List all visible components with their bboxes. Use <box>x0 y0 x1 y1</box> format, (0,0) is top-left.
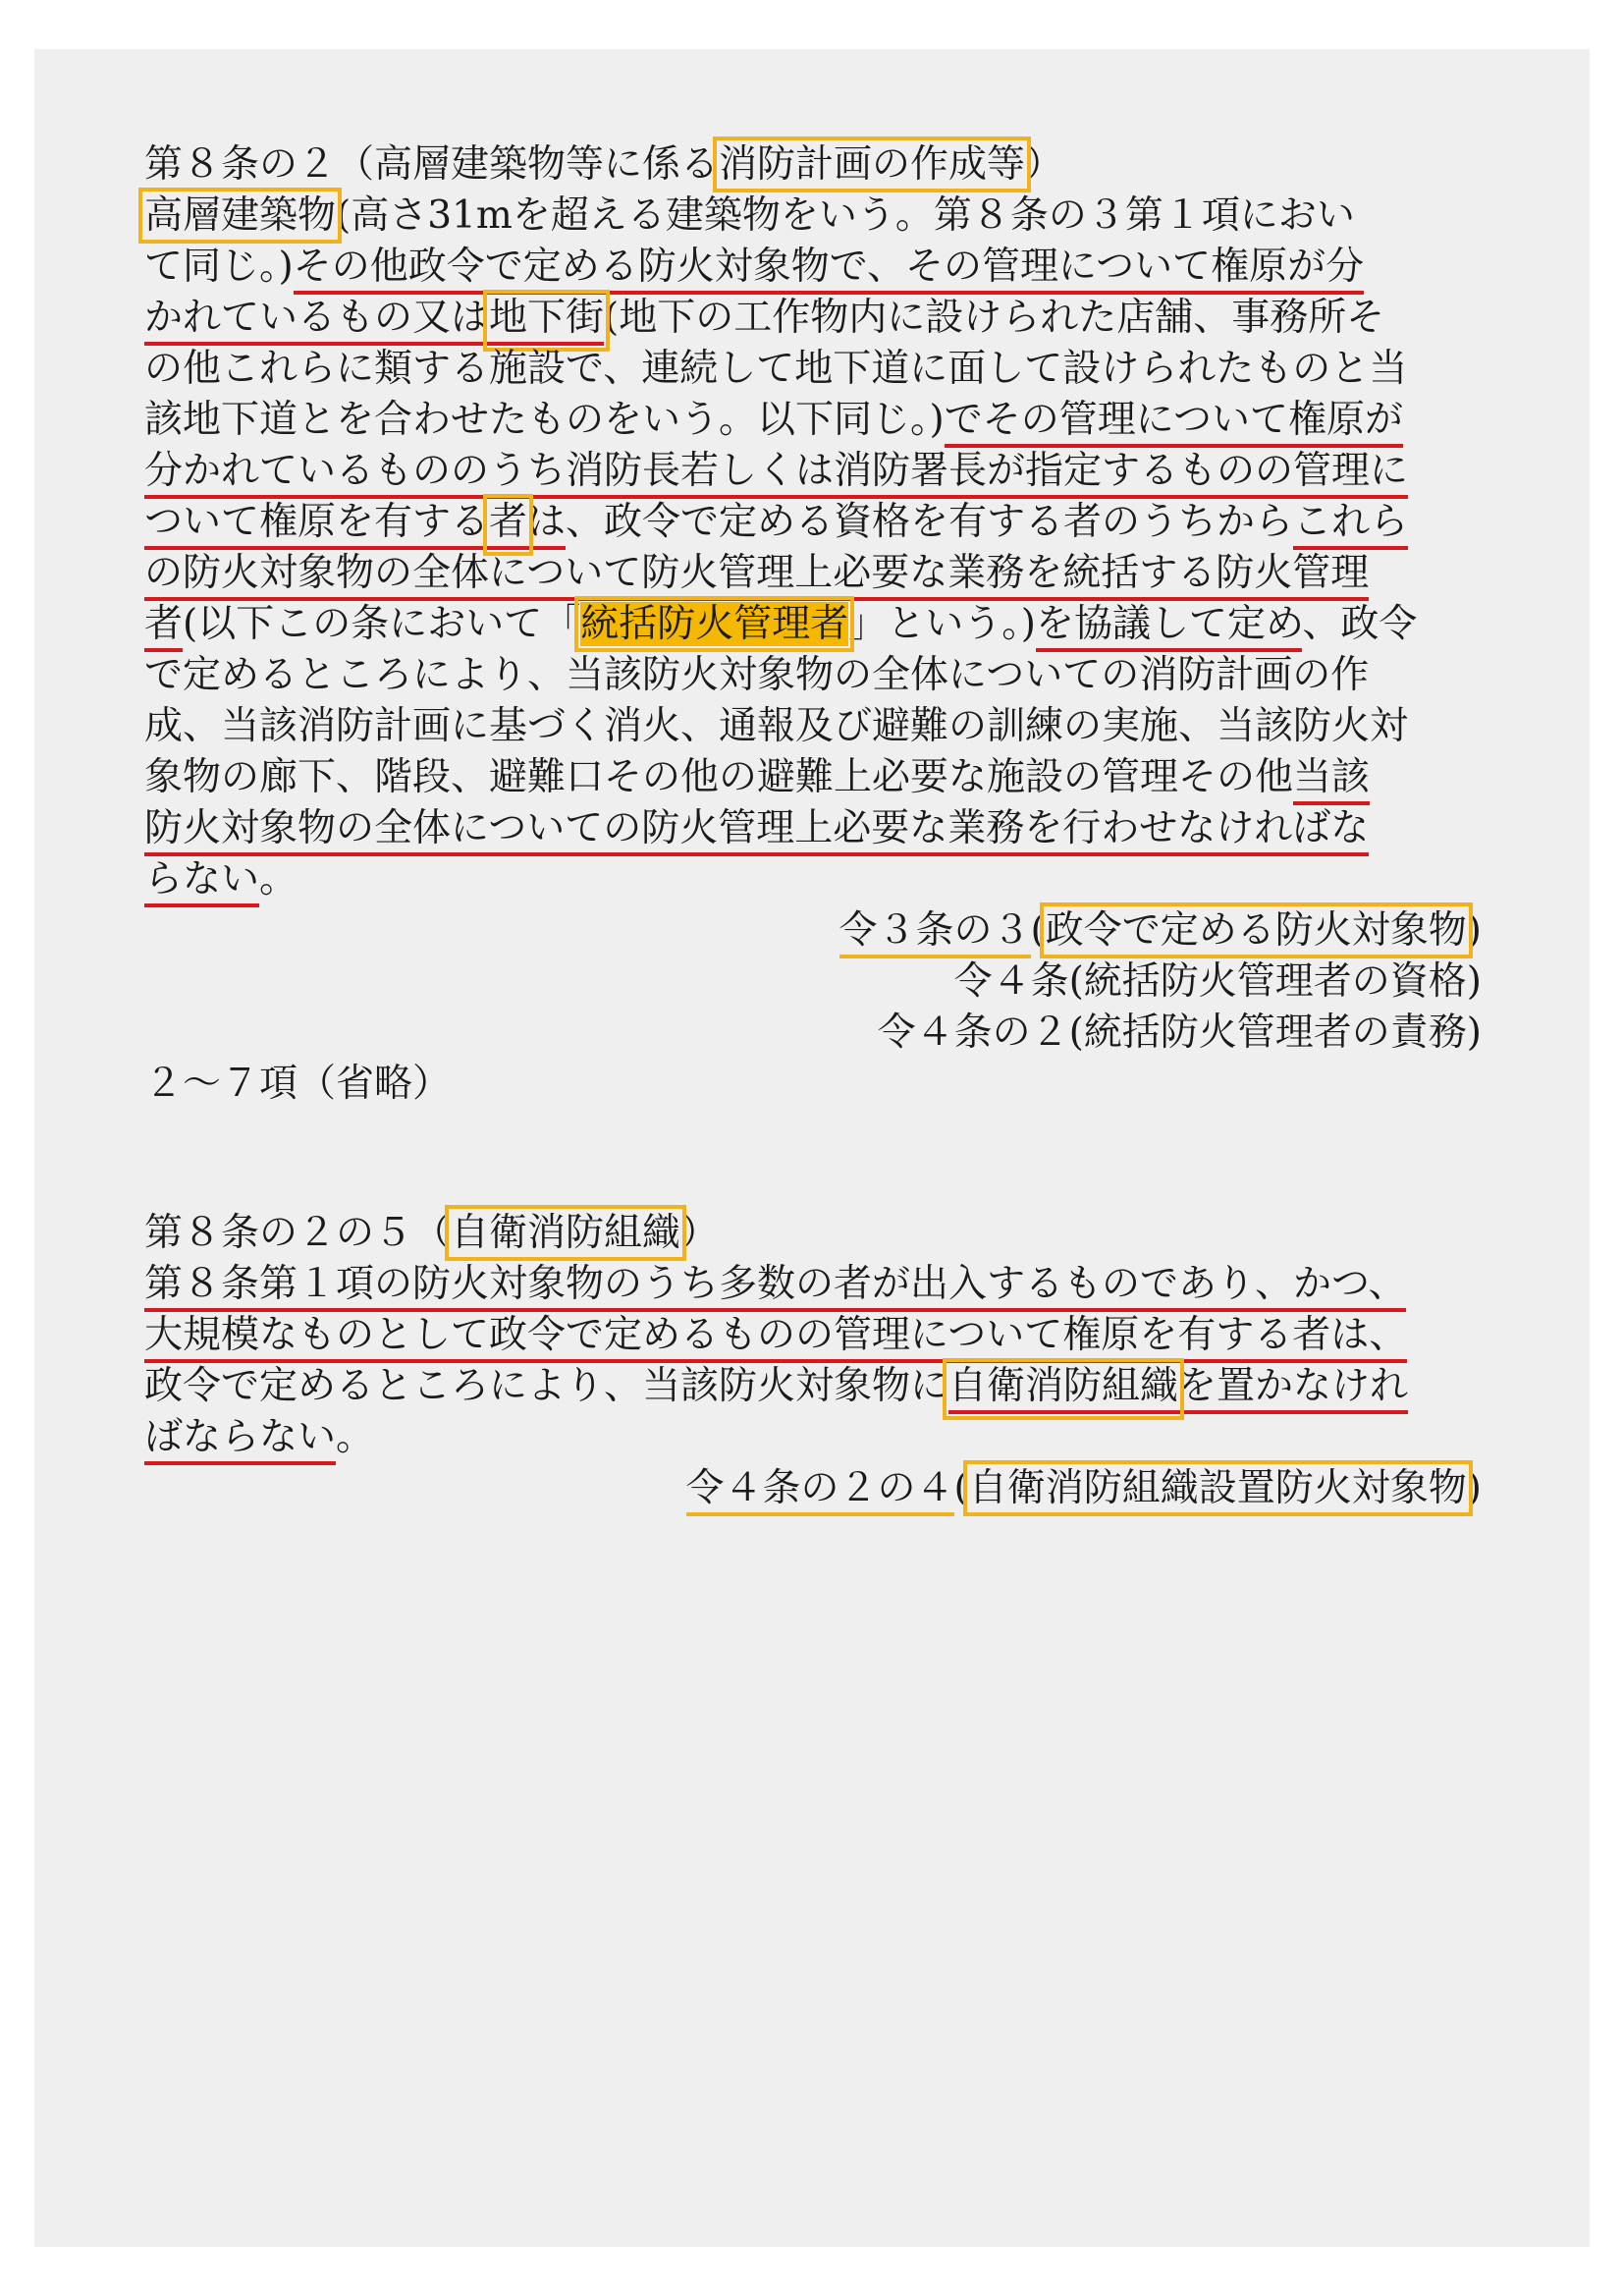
body-line <box>144 852 298 907</box>
body-text: ) <box>1466 908 1482 953</box>
highlight-box: 政令で定める防火対象物 <box>1045 908 1467 953</box>
red-underline: でその管理について権原が <box>945 398 1403 448</box>
article-heading <box>144 137 1063 192</box>
body-line <box>144 393 1403 448</box>
red-underline: かれているもの又は <box>144 296 489 346</box>
body-line <box>144 750 1370 805</box>
body-line: で定めるところにより、当該防火対象物の全体についての消防計画の作 <box>144 653 1370 697</box>
reference-line: 令４条の２(統括防火管理者の責務) <box>877 1011 1482 1055</box>
body-text: 政令で定めるところにより、当該防火対象物に <box>144 1364 949 1408</box>
red-underline: は <box>527 500 566 550</box>
reference-line <box>839 903 1482 958</box>
body-text: 、政令 <box>1302 602 1418 646</box>
red-underline: の防火対象物の全体について防火管理上必要な業務を統括する防火管理 <box>144 551 1369 601</box>
body-line <box>144 240 1364 295</box>
red-underline: を置かなけれ <box>1178 1364 1408 1414</box>
highlight-box: 地下街 <box>489 296 604 346</box>
red-underline: その他政令で定める防火対象物で、その管理について権原が分 <box>294 245 1364 295</box>
body-text: 。 <box>336 1415 375 1459</box>
heading-text: ） <box>1025 142 1064 187</box>
body-text: ( <box>1030 908 1046 953</box>
body-line <box>144 189 1355 244</box>
body-text: ) <box>1466 1466 1482 1510</box>
body-line <box>144 801 1369 856</box>
body-line <box>144 1308 1407 1363</box>
body-line <box>144 1359 1408 1414</box>
red-underline: これら <box>1293 500 1408 550</box>
red-underline: らない <box>144 857 259 907</box>
body-text: 。 <box>259 857 298 902</box>
red-underline: を協議して定め <box>1036 602 1302 652</box>
heading-text: ） <box>680 1211 720 1255</box>
body-line <box>144 495 1408 550</box>
body-line: 成、当該消防計画に基づく消火、通報及び避難の訓練の実施、当該防火対 <box>144 704 1409 748</box>
body-text: 象物の廊下、階段、避難口その他の避難上必要な施設の管理その他 <box>144 755 1294 799</box>
heading-text: 第８条の２の５（ <box>144 1211 452 1255</box>
body-line <box>144 597 1417 652</box>
body-line: の他これらに類する施設で、連続して地下道に面して設けられたものと当 <box>144 347 1408 391</box>
highlight-box: 者 <box>489 500 527 550</box>
omitted-note: ２～７項（省略） <box>144 1062 452 1106</box>
reference-line <box>686 1461 1482 1516</box>
body-text: 該地下道とを合わせたものをいう。以下同じ。) <box>144 398 945 442</box>
body-line <box>144 444 1408 499</box>
body-text: 、政令で定める資格を有する者のうちから <box>566 500 1294 544</box>
highlight-box: 自衛消防組織 <box>948 1364 1178 1414</box>
red-underline: 当該 <box>1293 755 1370 805</box>
body-text: (高さ31mを超える建築物をいう。第８条の３第１項におい <box>336 193 1355 238</box>
red-underline: ばならない <box>144 1415 336 1465</box>
document-page <box>34 49 1590 2247</box>
heading-text: 第８条の２（高層建築物等に係る <box>144 142 720 187</box>
highlight-box: 自衛消防組織設置防火対象物 <box>968 1466 1467 1510</box>
highlight-box: 消防計画の作成等 <box>719 142 1026 187</box>
red-underline: 大規模なものとして政令で定めるものの管理について権原を有する者は、 <box>144 1313 1407 1363</box>
highlight-fill: 統括防火管理者 <box>580 602 849 646</box>
body-line <box>144 1257 1406 1312</box>
red-underline: 分かれているもののうち消防長若しくは消防署長が指定するものの管理に <box>144 449 1408 499</box>
body-line <box>144 1410 374 1465</box>
red-underline: 防火対象物の全体についての防火管理上必要な業務を行わせなければな <box>144 806 1369 856</box>
body-text: (以下この条において「 <box>183 602 581 646</box>
body-text: ( <box>953 1466 969 1510</box>
highlight-box: 高層建築物 <box>144 193 337 238</box>
reference-line: 令４条(統括防火管理者の資格) <box>953 959 1482 1004</box>
highlight-box: 自衛消防組織 <box>451 1211 681 1255</box>
body-text: て同じ。) <box>144 245 294 289</box>
body-line <box>144 546 1369 601</box>
body-line <box>144 291 1384 346</box>
yellow-underline: 令３条の３ <box>839 908 1031 958</box>
article-heading <box>144 1206 719 1261</box>
body-text: 」という。) <box>848 602 1036 646</box>
red-underline: ついて権原を有する <box>144 500 489 550</box>
yellow-underline: 令４条の２の４ <box>686 1466 954 1516</box>
red-underline: 第８条第１項の防火対象物のうち多数の者が出入するものであり、かつ、 <box>144 1262 1406 1312</box>
body-text: (地下の工作物内に設けられた店舗、事務所そ <box>604 296 1385 340</box>
red-underline: 者 <box>144 602 183 652</box>
